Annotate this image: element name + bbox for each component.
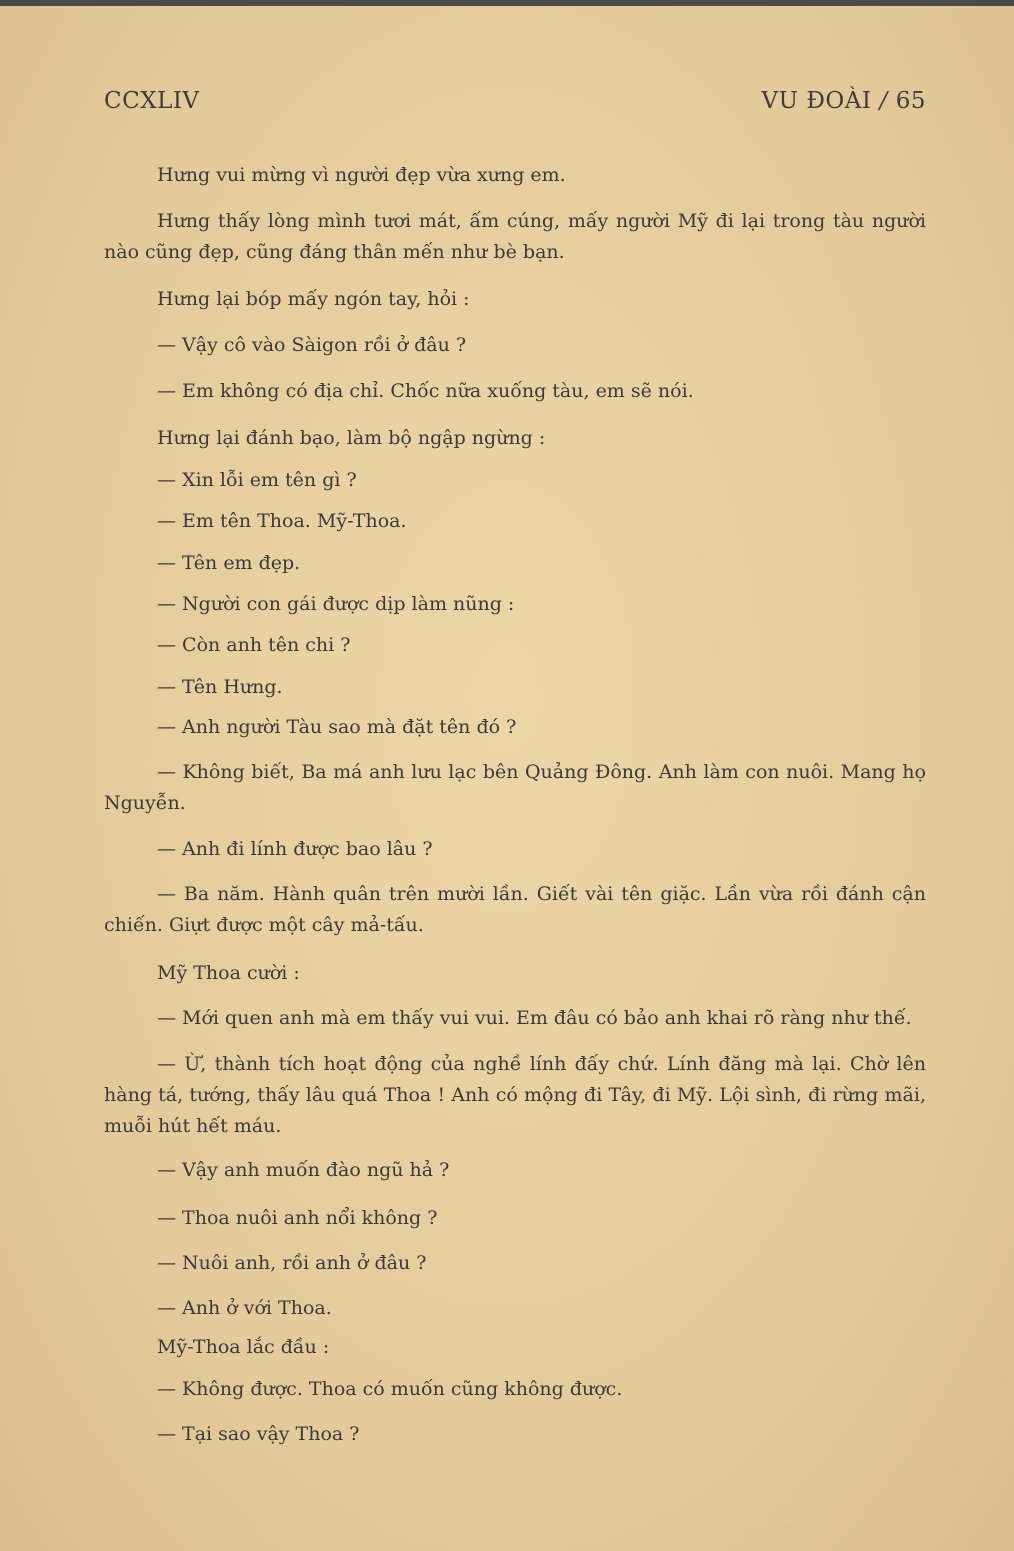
paragraph: — Em không có địa chỉ. Chốc nữa xuống tàu, em sẽ nói. (157, 380, 694, 402)
page-top-edge (0, 0, 1014, 6)
paragraph: — Còn anh tên chi ? (157, 634, 351, 656)
running-header (104, 88, 926, 122)
paragraph: — Xin lỗi em tên gì ? (157, 469, 357, 491)
paragraph: Mỹ Thoa cười : (157, 962, 300, 984)
running-head-left: CCXLIV (104, 88, 200, 114)
paragraph: — Vậy anh muốn đào ngũ hả ? (157, 1159, 450, 1181)
paragraph: — Người con gái được dịp làm nũng : (157, 593, 515, 615)
paragraph: — Nuôi anh, rồi anh ở đâu ? (157, 1252, 427, 1274)
paragraph: — Ba năm. Hành quân trên mười lần. Giết vài tên giặc. Lần vừa rồi đánh cận chiến. Giựt được một cây mả-tấu. (104, 883, 926, 936)
paragraph: — Ừ, thành tích hoạt động của nghề lính đấy chứ. Lính đăng mà lại. Chờ lên hàng tá, tướng, thấy lâu quá Thoa ! Anh có mộng đi Tây, đi Mỹ. Lội sình, đi rừng mãi, muỗi hút hết máu. (104, 1053, 926, 1137)
paragraph: — Tên Hưng. (157, 676, 283, 698)
paragraph: — Anh đi lính được bao lâu ? (157, 838, 433, 860)
paragraph: — Tại sao vậy Thoa ? (157, 1423, 360, 1445)
paragraph: — Vậy cô vào Sàigon rồi ở đâu ? (157, 334, 467, 356)
paragraph: Hưng lại bóp mấy ngón tay, hỏi : (157, 288, 470, 310)
paragraph: Hưng thấy lòng mình tươi mát, ấm cúng, mấy người Mỹ đi lại trong tàu người nào cũng đẹp, cũng đáng thân mến như bè bạn. (104, 210, 926, 263)
paragraph: Mỹ-Thoa lắc đầu : (157, 1336, 330, 1358)
book-title: VU ĐOÀI (761, 88, 872, 114)
paragraph: — Em tên Thoa. Mỹ-Thoa. (157, 510, 407, 532)
page-number: 65 (895, 88, 926, 114)
paragraph: — Không biết, Ba má anh lưu lạc bên Quảng Đông. Anh làm con nuôi. Mang họ Nguyễn. (104, 761, 926, 814)
paragraph: — Mới quen anh mà em thấy vui vui. Em đâu có bảo anh khai rõ ràng như thế. (157, 1007, 912, 1029)
running-head-right (762, 88, 926, 114)
paragraph: — Anh ở với Thoa. (157, 1297, 332, 1319)
paragraph: Hưng lại đánh bạo, làm bộ ngập ngừng : (157, 427, 546, 449)
header-separator: / (879, 88, 888, 114)
paragraph: — Tên em đẹp. (157, 552, 301, 574)
paragraph: Hưng vui mừng vì người đẹp vừa xưng em. (157, 164, 566, 186)
paragraph: — Thoa nuôi anh nổi không ? (157, 1207, 438, 1229)
paragraph: — Anh người Tàu sao mà đặt tên đó ? (157, 716, 517, 738)
paragraph: — Không được. Thoa có muốn cũng không được. (157, 1378, 623, 1400)
